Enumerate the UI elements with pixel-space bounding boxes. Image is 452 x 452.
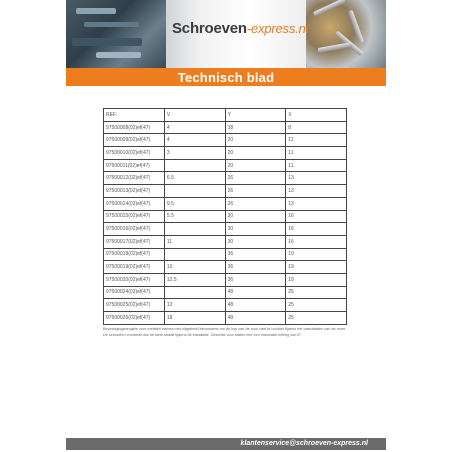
cell-ref: 97500009(02)ef(47) xyxy=(104,134,165,147)
cell-x: 13 xyxy=(286,185,347,198)
cell-v: 4 xyxy=(164,121,225,134)
cell-ref: 97500010(02)ef(47) xyxy=(104,147,165,160)
cell-ref: 97500020(02)ef(47) xyxy=(104,273,165,286)
cell-x: 19 xyxy=(286,248,347,261)
footer-bar xyxy=(66,438,386,450)
cell-x: 16 xyxy=(286,235,347,248)
cell-v xyxy=(164,248,225,261)
cell-x: 19 xyxy=(286,273,347,286)
cell-ref: 97500026(02)ef(47) xyxy=(104,312,165,325)
table-row xyxy=(104,121,347,134)
cell-x: 11 xyxy=(286,134,347,147)
cell-v: 5.5 xyxy=(164,210,225,223)
cell-ref: 97500016(02)ef(47) xyxy=(104,223,165,236)
cell-v: 11 xyxy=(164,235,225,248)
page-title: Technisch blad xyxy=(177,69,275,85)
cell-ref: 97500011(02)ef(47) xyxy=(104,159,165,172)
screws-photo xyxy=(306,0,386,68)
cell-ref: 97500025(02)ef(47) xyxy=(104,299,165,312)
cell-v xyxy=(164,159,225,172)
cell-y: 20 xyxy=(225,159,286,172)
technical-sheet-page xyxy=(66,0,386,452)
product-note: Bevestigingsbeugels voor metalen frames met uitgebreid bevoordeel om de kop van de bout vast te houden tijdens het vastdraaien van de moer. De schroefen voorbeelt dat de klem straalt tijdens de installatie. Geschikt voor stalen met een maximale helling van 8°. xyxy=(103,327,347,337)
cell-v: 10 xyxy=(164,261,225,274)
cell-ref: 97500015(02)ef(47) xyxy=(104,210,165,223)
cell-y: 48 xyxy=(225,299,286,312)
cell-x: 19 xyxy=(286,261,347,274)
cell-ref: 97500018(02)ef(47) xyxy=(104,248,165,261)
cell-v: 18 xyxy=(164,312,225,325)
header-y: Y xyxy=(225,109,286,122)
cell-v xyxy=(164,185,225,198)
cell-x: 11 xyxy=(286,147,347,160)
cell-v: 3 xyxy=(164,147,225,160)
cell-x: 13 xyxy=(286,172,347,185)
cell-ref: 97500017(02)ef(47) xyxy=(104,235,165,248)
table-row xyxy=(104,134,347,147)
table-row xyxy=(104,172,347,185)
cell-y: 20 xyxy=(225,134,286,147)
table-row xyxy=(104,235,347,248)
cell-y: 36 xyxy=(225,248,286,261)
table-row xyxy=(104,223,347,236)
cell-x: 25 xyxy=(286,286,347,299)
table-row xyxy=(104,147,347,160)
table-row xyxy=(104,261,347,274)
table-header-row xyxy=(104,109,347,122)
cell-v: 12 xyxy=(164,299,225,312)
header-x: X xyxy=(286,109,347,122)
cell-v: 4 xyxy=(164,134,225,147)
cell-x: 8 xyxy=(286,121,347,134)
table-row xyxy=(104,248,347,261)
cell-ref: 97500014(02)ef(47) xyxy=(104,197,165,210)
title-bar xyxy=(66,68,386,86)
table-row xyxy=(104,286,347,299)
header-ref: REF. xyxy=(104,109,165,122)
cell-x: 11 xyxy=(286,159,347,172)
cell-x: 25 xyxy=(286,312,347,325)
table-row xyxy=(104,273,347,286)
cell-y: 18 xyxy=(225,121,286,134)
table-row xyxy=(104,185,347,198)
header-banner xyxy=(66,0,386,68)
table-row xyxy=(104,159,347,172)
cell-ref: 97500012(02)ef(47) xyxy=(104,172,165,185)
cell-x: 16 xyxy=(286,223,347,236)
cell-v xyxy=(164,223,225,236)
cell-ref: 97500019(02)ef(47) xyxy=(104,261,165,274)
cell-y: 30 xyxy=(225,235,286,248)
cell-y: 26 xyxy=(225,185,286,198)
cell-y: 36 xyxy=(225,261,286,274)
cell-x: 13 xyxy=(286,197,347,210)
table-row xyxy=(104,312,347,325)
cell-x: 25 xyxy=(286,299,347,312)
cell-v: 6.5 xyxy=(164,172,225,185)
brand-name-main: Schroeven xyxy=(172,20,247,37)
cell-y: 48 xyxy=(225,286,286,299)
cell-v xyxy=(164,286,225,299)
brand-logo[interactable] xyxy=(172,20,308,37)
cell-y: 26 xyxy=(225,197,286,210)
header-v: V xyxy=(164,109,225,122)
cell-y: 26 xyxy=(225,172,286,185)
cell-y: 30 xyxy=(225,210,286,223)
cell-ref: 97500013(02)ef(47) xyxy=(104,185,165,198)
workshop-photo xyxy=(66,0,166,68)
cell-ref: 97500008(02)ef(47) xyxy=(104,121,165,134)
table-row xyxy=(104,299,347,312)
footer-email[interactable]: klantenservice@schroeven-express.nl xyxy=(240,440,368,447)
cell-v: 12.5 xyxy=(164,273,225,286)
spec-table xyxy=(103,108,347,325)
brand-name-accent: -express.nl xyxy=(246,21,309,36)
cell-y: 36 xyxy=(225,273,286,286)
table-row xyxy=(104,197,347,210)
cell-x: 16 xyxy=(286,210,347,223)
cell-y: 30 xyxy=(225,223,286,236)
cell-ref: 97500024(02)ef(47) xyxy=(104,286,165,299)
cell-y: 20 xyxy=(225,147,286,160)
table-row xyxy=(104,210,347,223)
cell-y: 48 xyxy=(225,312,286,325)
cell-v: 9.5 xyxy=(164,197,225,210)
